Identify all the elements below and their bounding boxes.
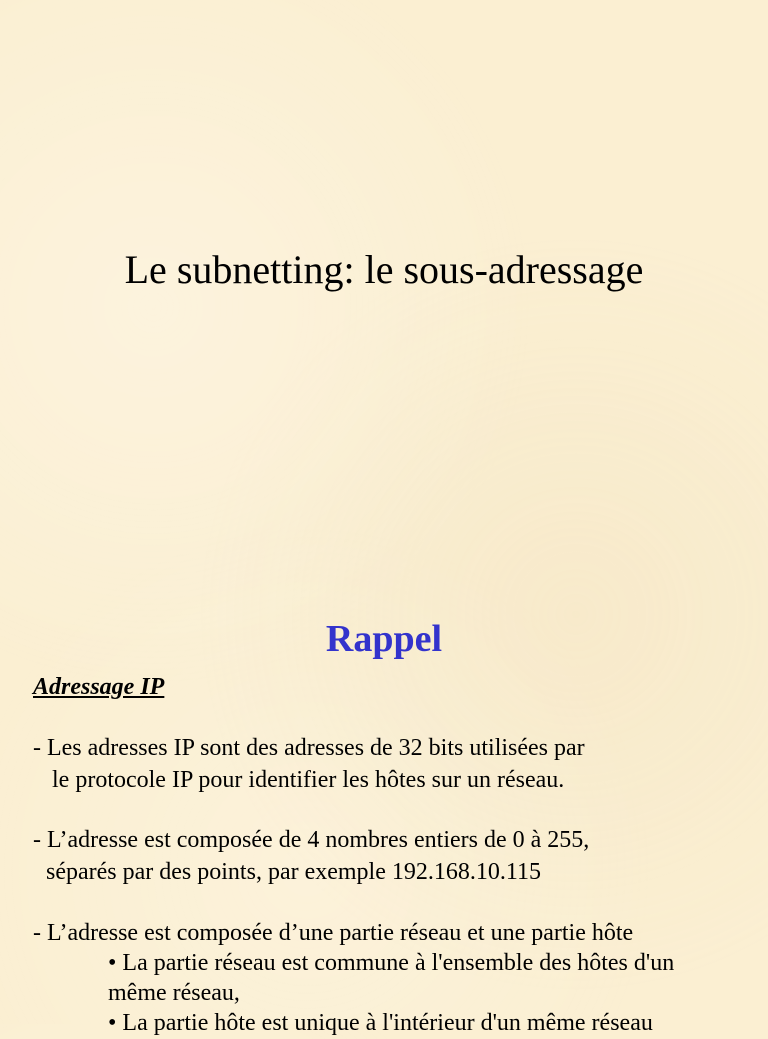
- slide-title: Le subnetting: le sous-adressage: [124, 247, 644, 292]
- text-line: séparés par des points, par exemple 192.168.10.115: [46, 859, 541, 885]
- text-line: - L’adresse est composée d’une partie réseau et une partie hôte: [33, 920, 634, 946]
- text-line: le protocole IP pour identifier les hôtes sur un réseau.: [52, 767, 565, 793]
- bullet-line: même réseau,: [108, 980, 240, 1006]
- section-heading: Rappel: [325, 618, 443, 660]
- bullet-line: • La partie réseau est commune à l'ensemble des hôtes d'un: [108, 950, 675, 976]
- text-line: - Les adresses IP sont des adresses de 32 bits utilisées par: [33, 735, 585, 761]
- text-line: - L’adresse est composée de 4 nombres entiers de 0 à 255,: [33, 827, 590, 853]
- bullet-line: • La partie hôte est unique à l'intérieur d'un même réseau: [108, 1010, 653, 1036]
- subheading-adressage-ip: Adressage IP: [33, 674, 165, 700]
